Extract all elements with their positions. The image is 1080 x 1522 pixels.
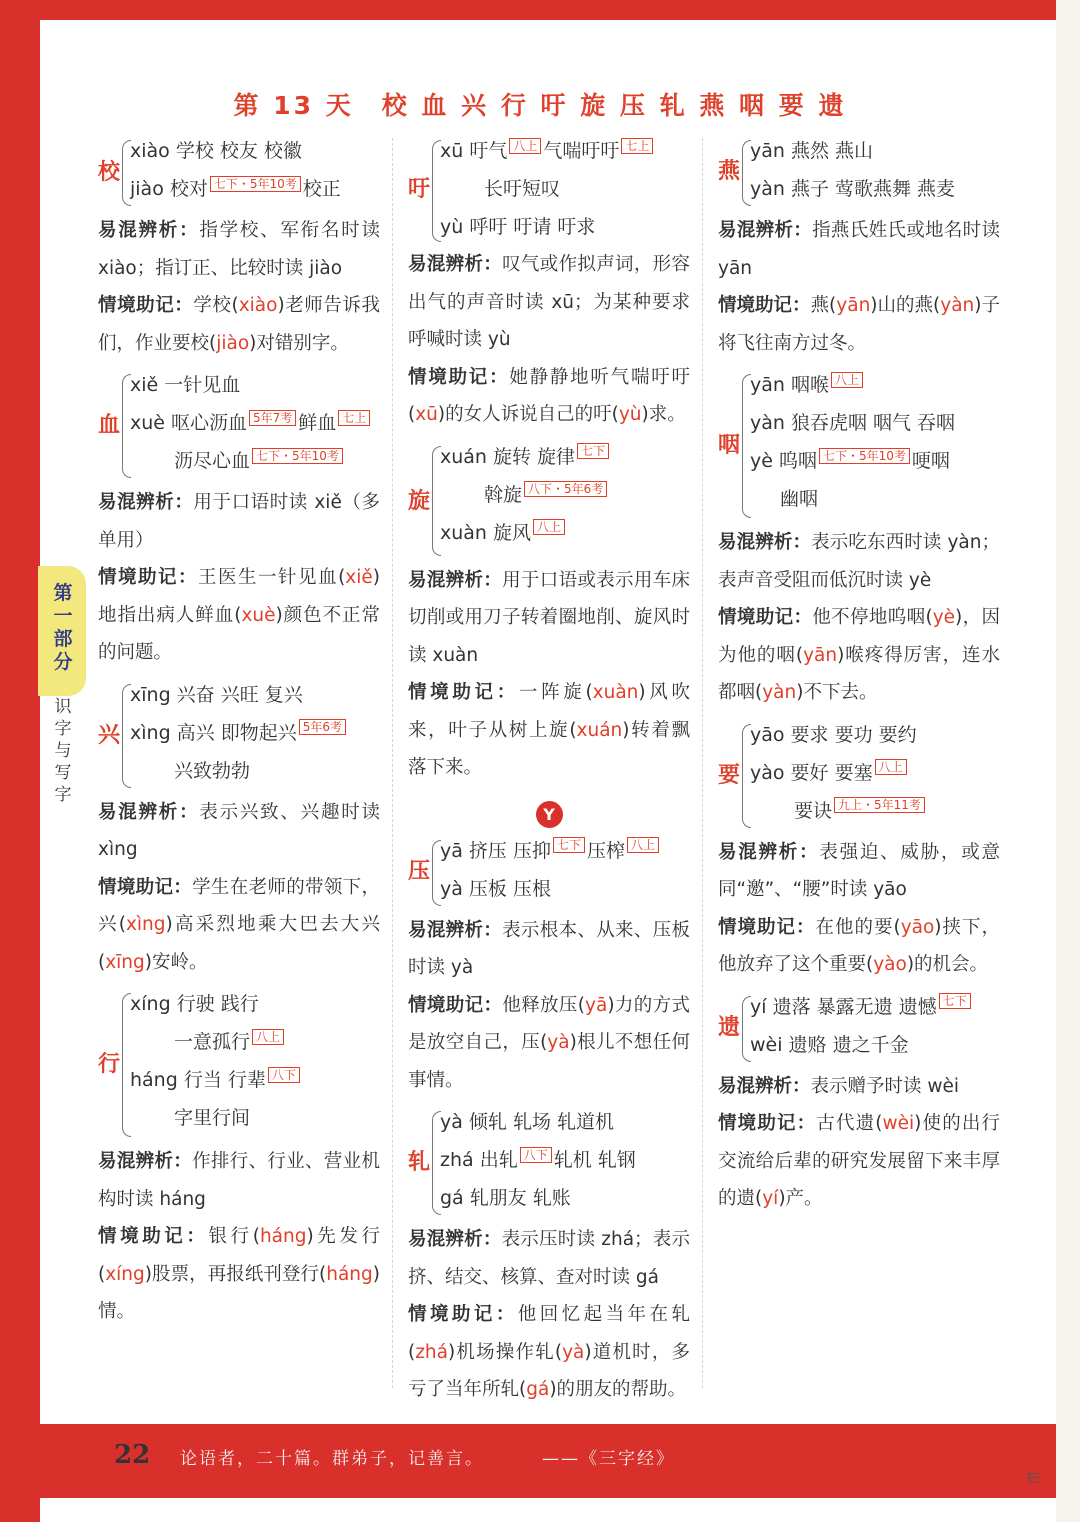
exam-tag: 八下 [268, 1067, 300, 1083]
exam-tag: 八上 [831, 372, 863, 388]
bianxi-paragraph: 易混辨析：指燕氏姓氏或地名时读 yān [718, 220, 1000, 279]
reading-line: yàn 燕子 莺歌燕舞 燕麦 [750, 178, 956, 200]
page-title: 第 13 天 校 血 兴 行 吁 旋 压 轧 燕 咽 要 遗 [233, 91, 847, 120]
brace [122, 374, 131, 478]
entry-char: 压 [408, 858, 431, 884]
entry-char: 燕 [718, 159, 741, 184]
bianxi-paragraph: 易混辨析：表示压时读 zhá；表示挤、结交、核算、查对时读 gá [408, 1229, 690, 1288]
reading-line: yí 遗落 暴露无遗 遗憾 七下 [750, 988, 1000, 1026]
column-2 [408, 132, 690, 1409]
brace [122, 140, 131, 206]
exam-tag: 九上・5年11考 [834, 797, 925, 813]
entry-zha [408, 1103, 690, 1221]
entry-hang [98, 985, 380, 1143]
bianxi-paragraph: 易混辨析：表示赠予时读 wèi [718, 1075, 960, 1097]
reading-line: yàn 狼吞虎咽 咽气 吞咽 [750, 412, 956, 434]
column-3 [718, 132, 1000, 1218]
qingjing-paragraph: 情境助记：他回忆起当年在轧(zhá)机场操作轧(yà)道机时，多亏了当年所轧(gá)的朋友的帮助。 [408, 1304, 691, 1400]
exam-tag: 七下・5年10考 [252, 448, 343, 464]
column-divider-1 [392, 138, 393, 1388]
reading-line: yà 倾轧 轧场 轧道机 [440, 1111, 615, 1133]
footer-quote: 论语者，二十篇。群弟子，记善言。 [180, 1449, 484, 1469]
brace [122, 993, 131, 1137]
entry-ya [408, 832, 690, 912]
qingjing-paragraph: 情境助记：古代遗(wèi)使的出行交流给后辈的研究发展留下来丰厚的遗(yí)产。 [718, 1113, 1001, 1209]
qingjing-paragraph: 情境助记：学校(xiào)老师告诉我们，作业要校(jiào)对错别字。 [98, 295, 381, 354]
reading-line: xíng 行驶 践行 [130, 993, 259, 1015]
column-divider-2 [702, 138, 703, 1388]
reading-line: 字里行间 [174, 1107, 251, 1129]
qingjing-paragraph: 情境助记：学生在老师的带领下，兴(xìng)高采烈地乘大巴去大兴(xīng)安岭。 [98, 876, 381, 973]
entry-xu [408, 132, 690, 246]
exam-tag: 七上 [621, 138, 653, 154]
brace [742, 996, 751, 1062]
entry-char: 校 [98, 160, 121, 185]
entry-char: 血 [98, 413, 121, 438]
reading-line: yān 咽喉 八上 [750, 366, 1000, 404]
section-tab-subtitle: 识字与写字 [54, 697, 72, 805]
bianxi-paragraph: 易混辨析：叹气或作拟声词，形容出气的声音时读 xū；为某种要求呼喊时读 yù [408, 254, 690, 350]
qingjing-paragraph: 情境助记：在他的要(yāo)挟下，他放弃了这个重要(yào)的机会。 [718, 916, 1000, 975]
qingjing-paragraph: 情境助记：燕(yān)山的燕(yàn)子将飞往南方过冬。 [718, 295, 1001, 354]
entry-yan2 [718, 366, 1000, 524]
reading-line: yà 压板 压根 [440, 877, 551, 900]
reading-line: xuán 旋转 旋律 七下 [440, 438, 690, 476]
bianxi-paragraph: 易混辨析：作排行、行业、营业机构时读 háng [98, 1151, 380, 1210]
qingjing-paragraph: 情境助记：王医生一针见血(xiě)地指出病人鲜血(xuè)颜色不正常的问题。 [98, 567, 381, 663]
exam-tag: 七下 [939, 993, 971, 1009]
entry-char: 旋 [408, 488, 431, 514]
entry-char: 吁 [408, 177, 431, 202]
exam-tag: 八上 [533, 519, 565, 535]
reading-line: 长吁短叹 [484, 178, 561, 200]
right-margin [1056, 0, 1080, 1522]
qingjing-paragraph: 情境助记：一阵旋(xuàn)风吹来，叶子从树上旋(xuán)转着飘落下来。 [408, 682, 691, 778]
reading-line: xuè 呕心沥血 5年7考 鲜血 七上 [130, 404, 380, 442]
exam-tag: 5年7考 [249, 410, 296, 426]
brace [432, 446, 441, 556]
bianxi-paragraph: 易混辨析：用于口语或表示用车床切削或用刀子转着圈地削、旋风时读 xuàn [408, 569, 690, 666]
brace [432, 840, 441, 906]
reading-line: xuàn 旋风 八上 [440, 514, 690, 552]
reading-line: wèi 遗赂 遗之千金 [750, 1033, 909, 1056]
entry-char: 遗 [718, 1014, 741, 1040]
reading-line: yān 燕然 燕山 [750, 140, 874, 162]
top-border [0, 0, 1056, 20]
exam-tag: 八上 [875, 759, 907, 775]
letter-y-badge: Y [536, 801, 563, 828]
entry-yi [718, 988, 1000, 1068]
footer-band [0, 1424, 1058, 1498]
reading-line: 一意孤行 八上 [130, 1023, 380, 1061]
exam-tag: 七上 [338, 410, 370, 426]
exam-tag: 八下・5年6考 [524, 481, 607, 497]
bianxi-paragraph: 易混辨析：表强迫、威胁，或意同“邀”、“腰”时读 yāo [718, 841, 1000, 900]
entry-xuan [408, 438, 690, 562]
exam-tag: 八上 [627, 837, 659, 853]
reading-line: yā 挤压 压抑 七下 压榨 八上 [440, 832, 690, 870]
entry-char: 要 [718, 762, 741, 788]
exam-tag: 八上 [252, 1029, 284, 1045]
bianxi-paragraph: 易混辨析：表示根本、从来、压板时读 yà [408, 919, 690, 978]
reading-line: yào 要好 要塞 八上 [750, 754, 1000, 792]
qingjing-paragraph: 情境助记：他释放压(yā)力的方式是放空自己，压(yà)根儿不想任何事情。 [408, 994, 691, 1091]
footer-source: ——《三字经》 [542, 1449, 675, 1469]
reading-line: yāo 要求 要功 要约 [750, 723, 917, 746]
bianxi-paragraph: 易混辨析：表示兴致、兴趣时读 xìng [98, 801, 380, 860]
reading-line: 斡旋 八下・5年6考 [440, 476, 690, 514]
reading-line: yù 呼吁 吁请 吁求 [440, 216, 596, 238]
entry-yan [718, 132, 1000, 212]
reading-line: gá 轧朋友 轧账 [440, 1187, 571, 1209]
brace [742, 374, 751, 518]
entry-char: 轧 [408, 1150, 431, 1175]
corner-mark: ㅌ [1024, 1466, 1044, 1490]
reading-line: 沥尽心血 七下・5年10考 [130, 442, 380, 480]
entry-xue [98, 366, 380, 484]
qingjing-paragraph: 情境助记：他不停地呜咽(yè)，因为他的咽(yān)喉疼得厉害，连水都咽(yàn)不下去。 [718, 607, 1001, 703]
reading-line: xīng 兴奋 兴旺 复兴 [130, 683, 303, 706]
entry-xiao [98, 132, 380, 212]
reading-line: jiào 校对 七下・5年10考 校正 [130, 176, 341, 200]
entry-char: 咽 [718, 433, 741, 458]
exam-tag: 七下・5年10考 [210, 176, 301, 192]
reading-line: zhá 出轧 八下 轧机 轧钢 [440, 1147, 636, 1171]
brace [432, 140, 441, 242]
reading-line: xìng 高兴 即物起兴 5年6考 [130, 714, 380, 752]
exam-tag: 七下 [553, 837, 585, 853]
reading-line: 幽咽 [780, 488, 819, 510]
section-tab-part: 第一部分 [53, 582, 73, 673]
column-1 [98, 132, 380, 1331]
reading-line: 要诀 九上・5年11考 [750, 792, 1000, 830]
qingjing-paragraph: 情境助记：银行(háng)先发行(xíng)股票，再报纸刊登行(háng)情。 [98, 1226, 380, 1322]
reading-line: yè 呜咽 七下・5年10考 哽咽 [750, 448, 950, 472]
reading-line: xiě 一针见血 [130, 374, 241, 396]
brace [742, 140, 751, 206]
bianxi-paragraph: 易混辨析：指学校、军衔名时读 xiào；指订正、比较时读 jiào [98, 220, 380, 279]
reading-line: xiào 学校 校友 校徽 [130, 140, 302, 162]
entry-xing [98, 676, 380, 794]
reading-line: xū 吁气 八上 气喘吁吁 七上 [440, 132, 690, 170]
bianxi-paragraph: 易混辨析：表示吃东西时读 yàn；表声音受阻而低沉时读 yè [718, 532, 1000, 591]
exam-tag: 七下・5年10考 [819, 448, 910, 464]
page-number: 22 [114, 1440, 151, 1470]
left-border [0, 0, 40, 1522]
brace [742, 724, 751, 828]
entry-char: 兴 [98, 722, 121, 748]
exam-tag: 八上 [509, 138, 541, 154]
exam-tag: 八下 [520, 1147, 552, 1163]
reading-line: háng 行当 行辈 八下 [130, 1061, 380, 1099]
qingjing-paragraph: 情境助记：她静静地听气喘吁吁(xū)的女人诉说自己的吁(yù)求。 [408, 366, 690, 425]
reading-line: 兴致勃勃 [174, 759, 251, 782]
bianxi-paragraph: 易混辨析：用于口语时读 xiě（多单用） [98, 492, 380, 551]
entry-yao [718, 716, 1000, 834]
exam-tag: 七下 [577, 443, 609, 459]
brace [432, 1111, 441, 1215]
exam-tag: 5年6考 [299, 719, 346, 735]
brace [122, 684, 131, 788]
entry-char: 行 [98, 1052, 121, 1077]
